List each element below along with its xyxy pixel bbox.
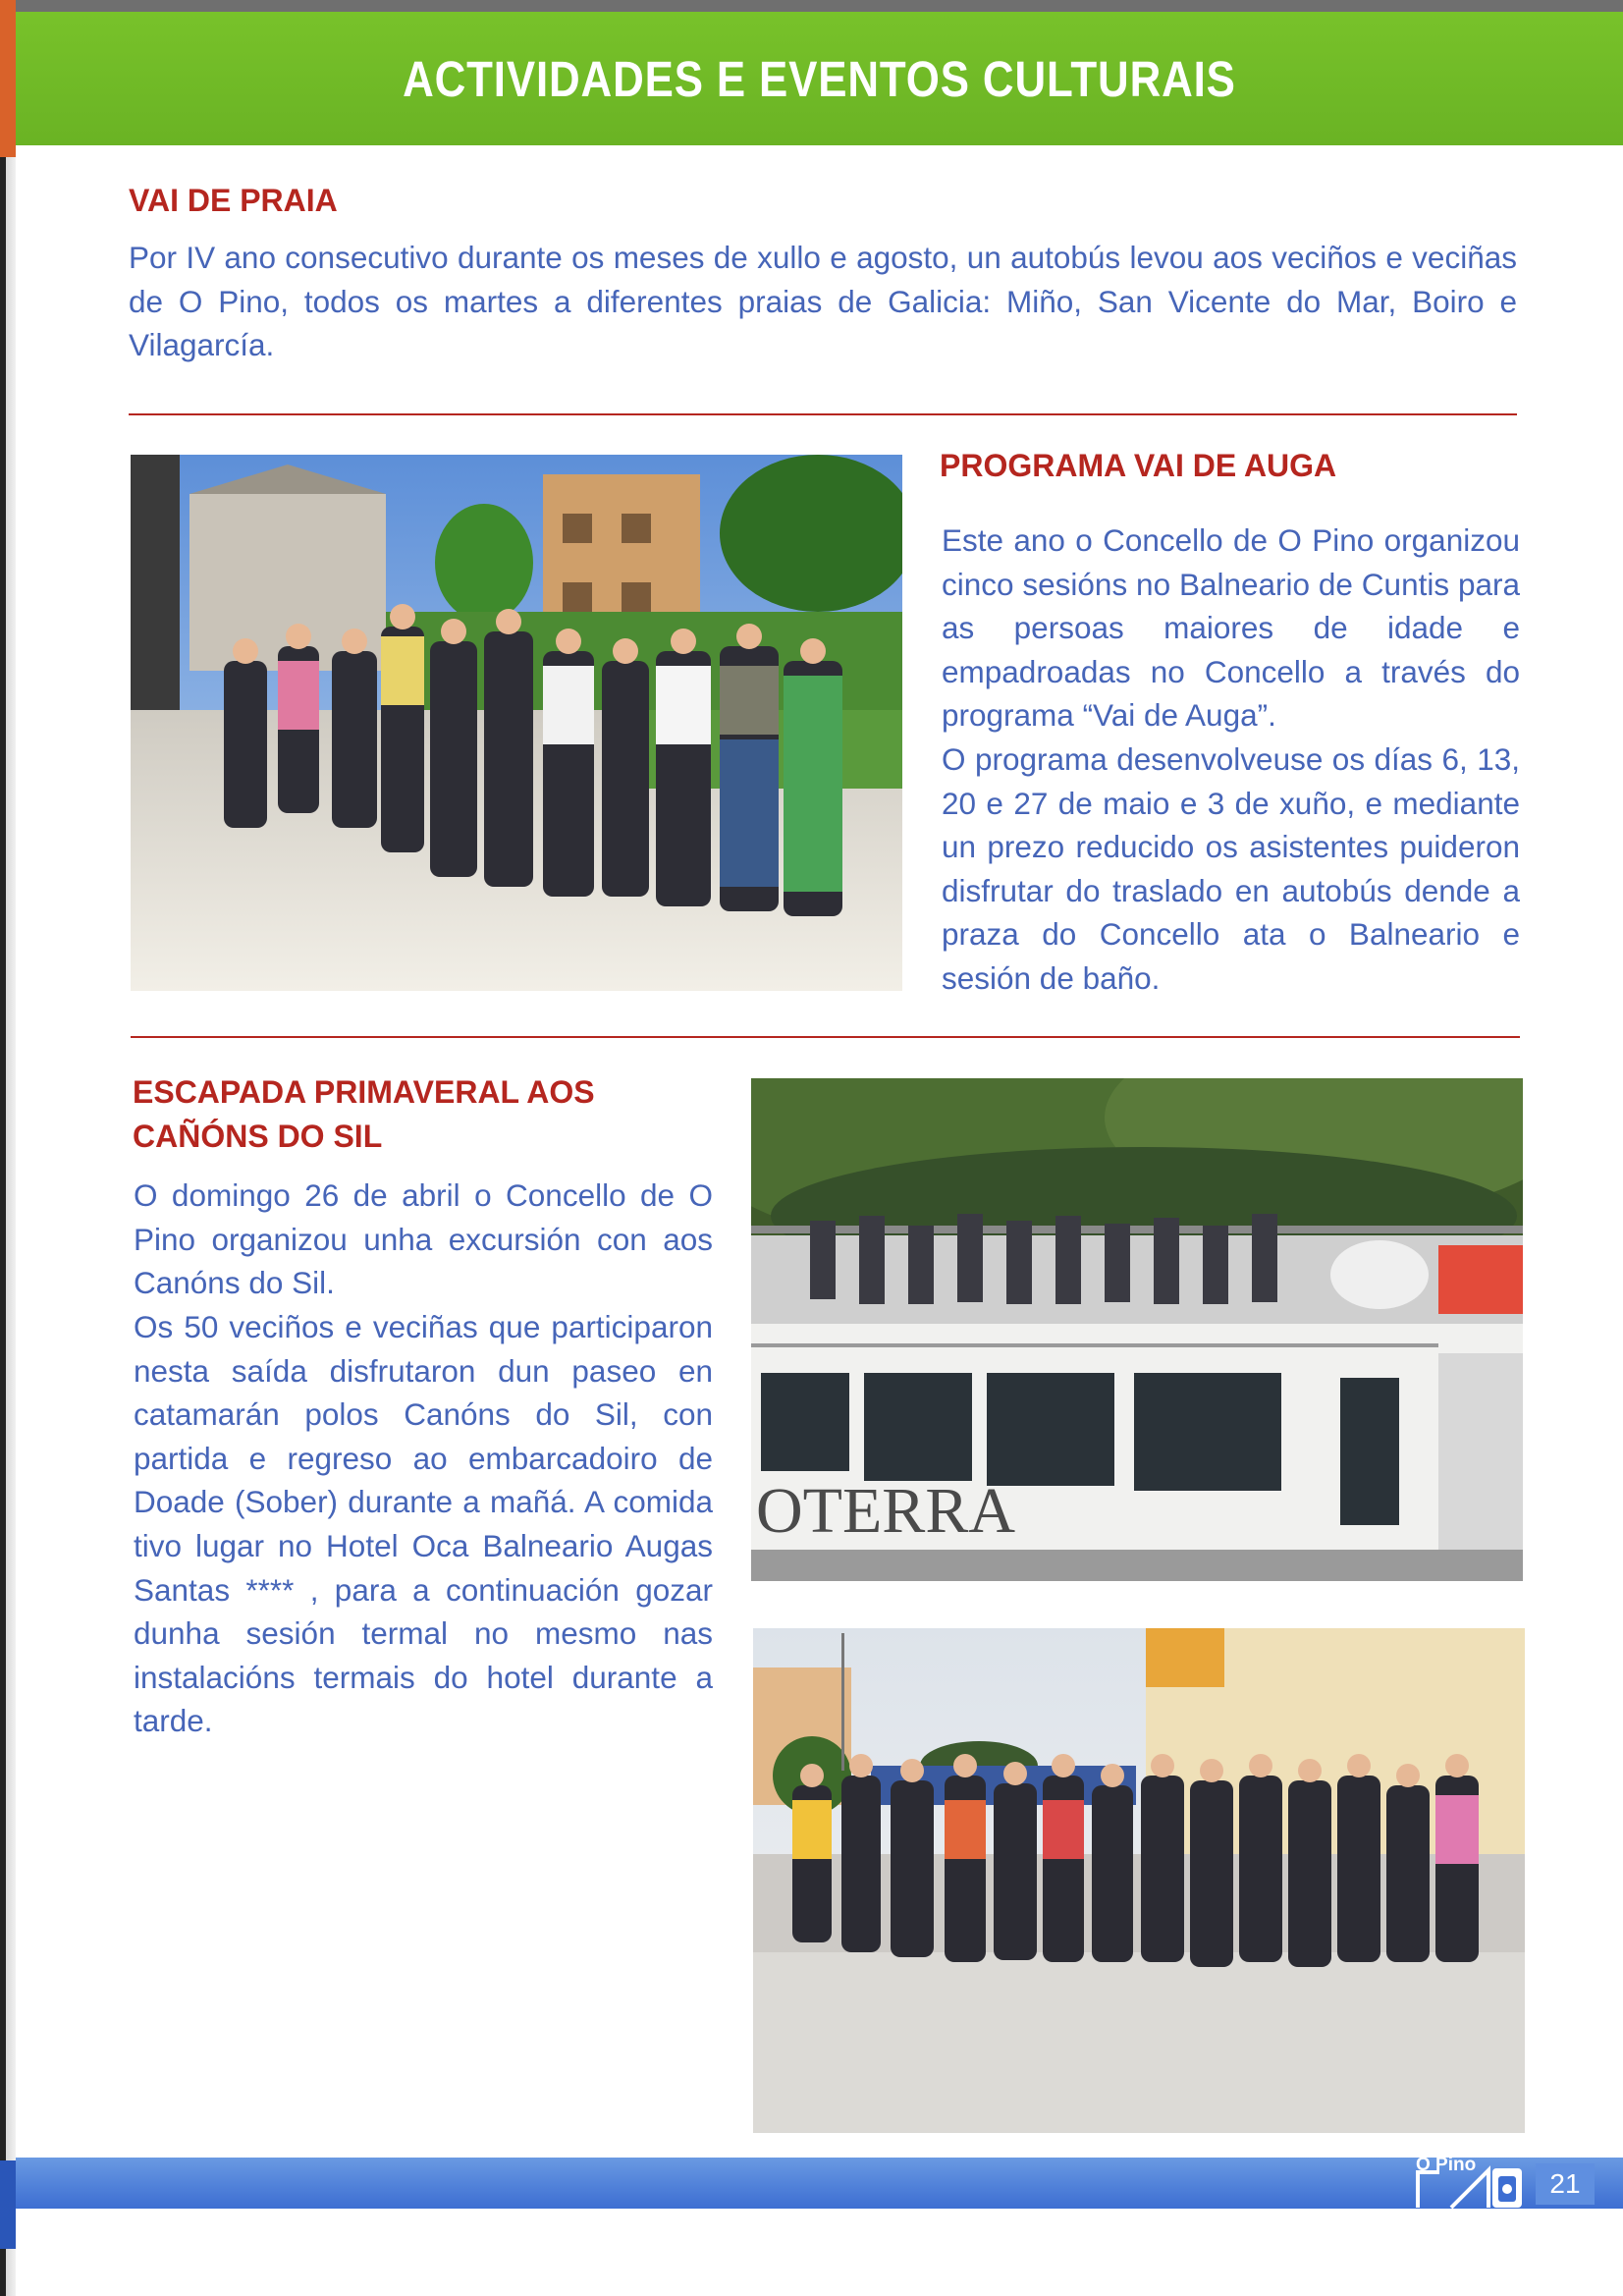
photo-group-hotel (753, 1628, 1525, 2133)
edge-color-tab (0, 2160, 16, 2249)
page-number: 21 (1536, 2163, 1595, 2205)
photo-catamaran (751, 1078, 1523, 1581)
section-heading-vai-de-praia: VAI DE PRAIA (129, 183, 338, 218)
section-body-escapada-1: O domingo 26 de abril o Concello de O Pino organizou unha excursión con aos Canóns do Sil. (134, 1177, 713, 1301)
logo-text: O Pino (1416, 2155, 1477, 2175)
section-body-escapada-2: Os 50 veciños e veciñas que participaron nesta saída disfrutaron dun paseo en catamarán polos Canóns do Sil, con partida e regreso ao embarcadoiro de Doade (Sober) durante a mañá. A comida tivo lugar no Hotel Oca Balneario Augas Santas **** , para a continuación gozar dunha sesión termal no mesmo nas instalacións termais do hotel durante a tarde. (134, 1309, 713, 1739)
section-body-vai-de-praia: Por IV ano consecutivo durante os meses de xullo e agosto, un autobús levou aos veciños e veciñas de O Pino, todos os martes a diferentes praias de Galicia: Miño, San Vicente do Mar, Boiro e Vilagarcía. (129, 240, 1517, 363)
edge-color-tab (0, 0, 16, 157)
section-body-vai-de-auga-1: Este ano o Concello de O Pino organizou cinco sesións no Balneario de Cuntis para as persoas maiores de idade e empadroadas no Concello a través do programa “Vai de Auga”. (942, 522, 1520, 734)
heading-line: CAÑÓNS DO SIL (133, 1119, 383, 1154)
section-heading-vai-de-auga: PROGRAMA VAI DE AUGA (940, 448, 1337, 483)
section-heading-escapada (133, 1070, 595, 1159)
footer-band (16, 2158, 1623, 2209)
section-divider (129, 413, 1517, 415)
heading-line: ESCAPADA PRIMAVERAL AOS (133, 1074, 595, 1110)
o-pino-logo (1412, 2153, 1528, 2210)
section-body-vai-de-auga-2: O programa desenvolveuse os días 6, 13, 20 e 27 de maio e 3 de xuño, e mediante un prezo reducido os asistentes puideron disfrutar do traslado en autobús dende a praza do Concello ata o Balneario e sesión de baño. (942, 741, 1520, 996)
page-edge (0, 0, 16, 2296)
top-edge (16, 0, 1623, 12)
boat-name-text: OTERRA (756, 1475, 1015, 1547)
photo-group-plaza (131, 455, 902, 991)
page-title: ACTIVIDADES E EVENTOS CULTURAIS (403, 50, 1236, 107)
section-divider (131, 1036, 1520, 1038)
header-band (16, 12, 1623, 145)
